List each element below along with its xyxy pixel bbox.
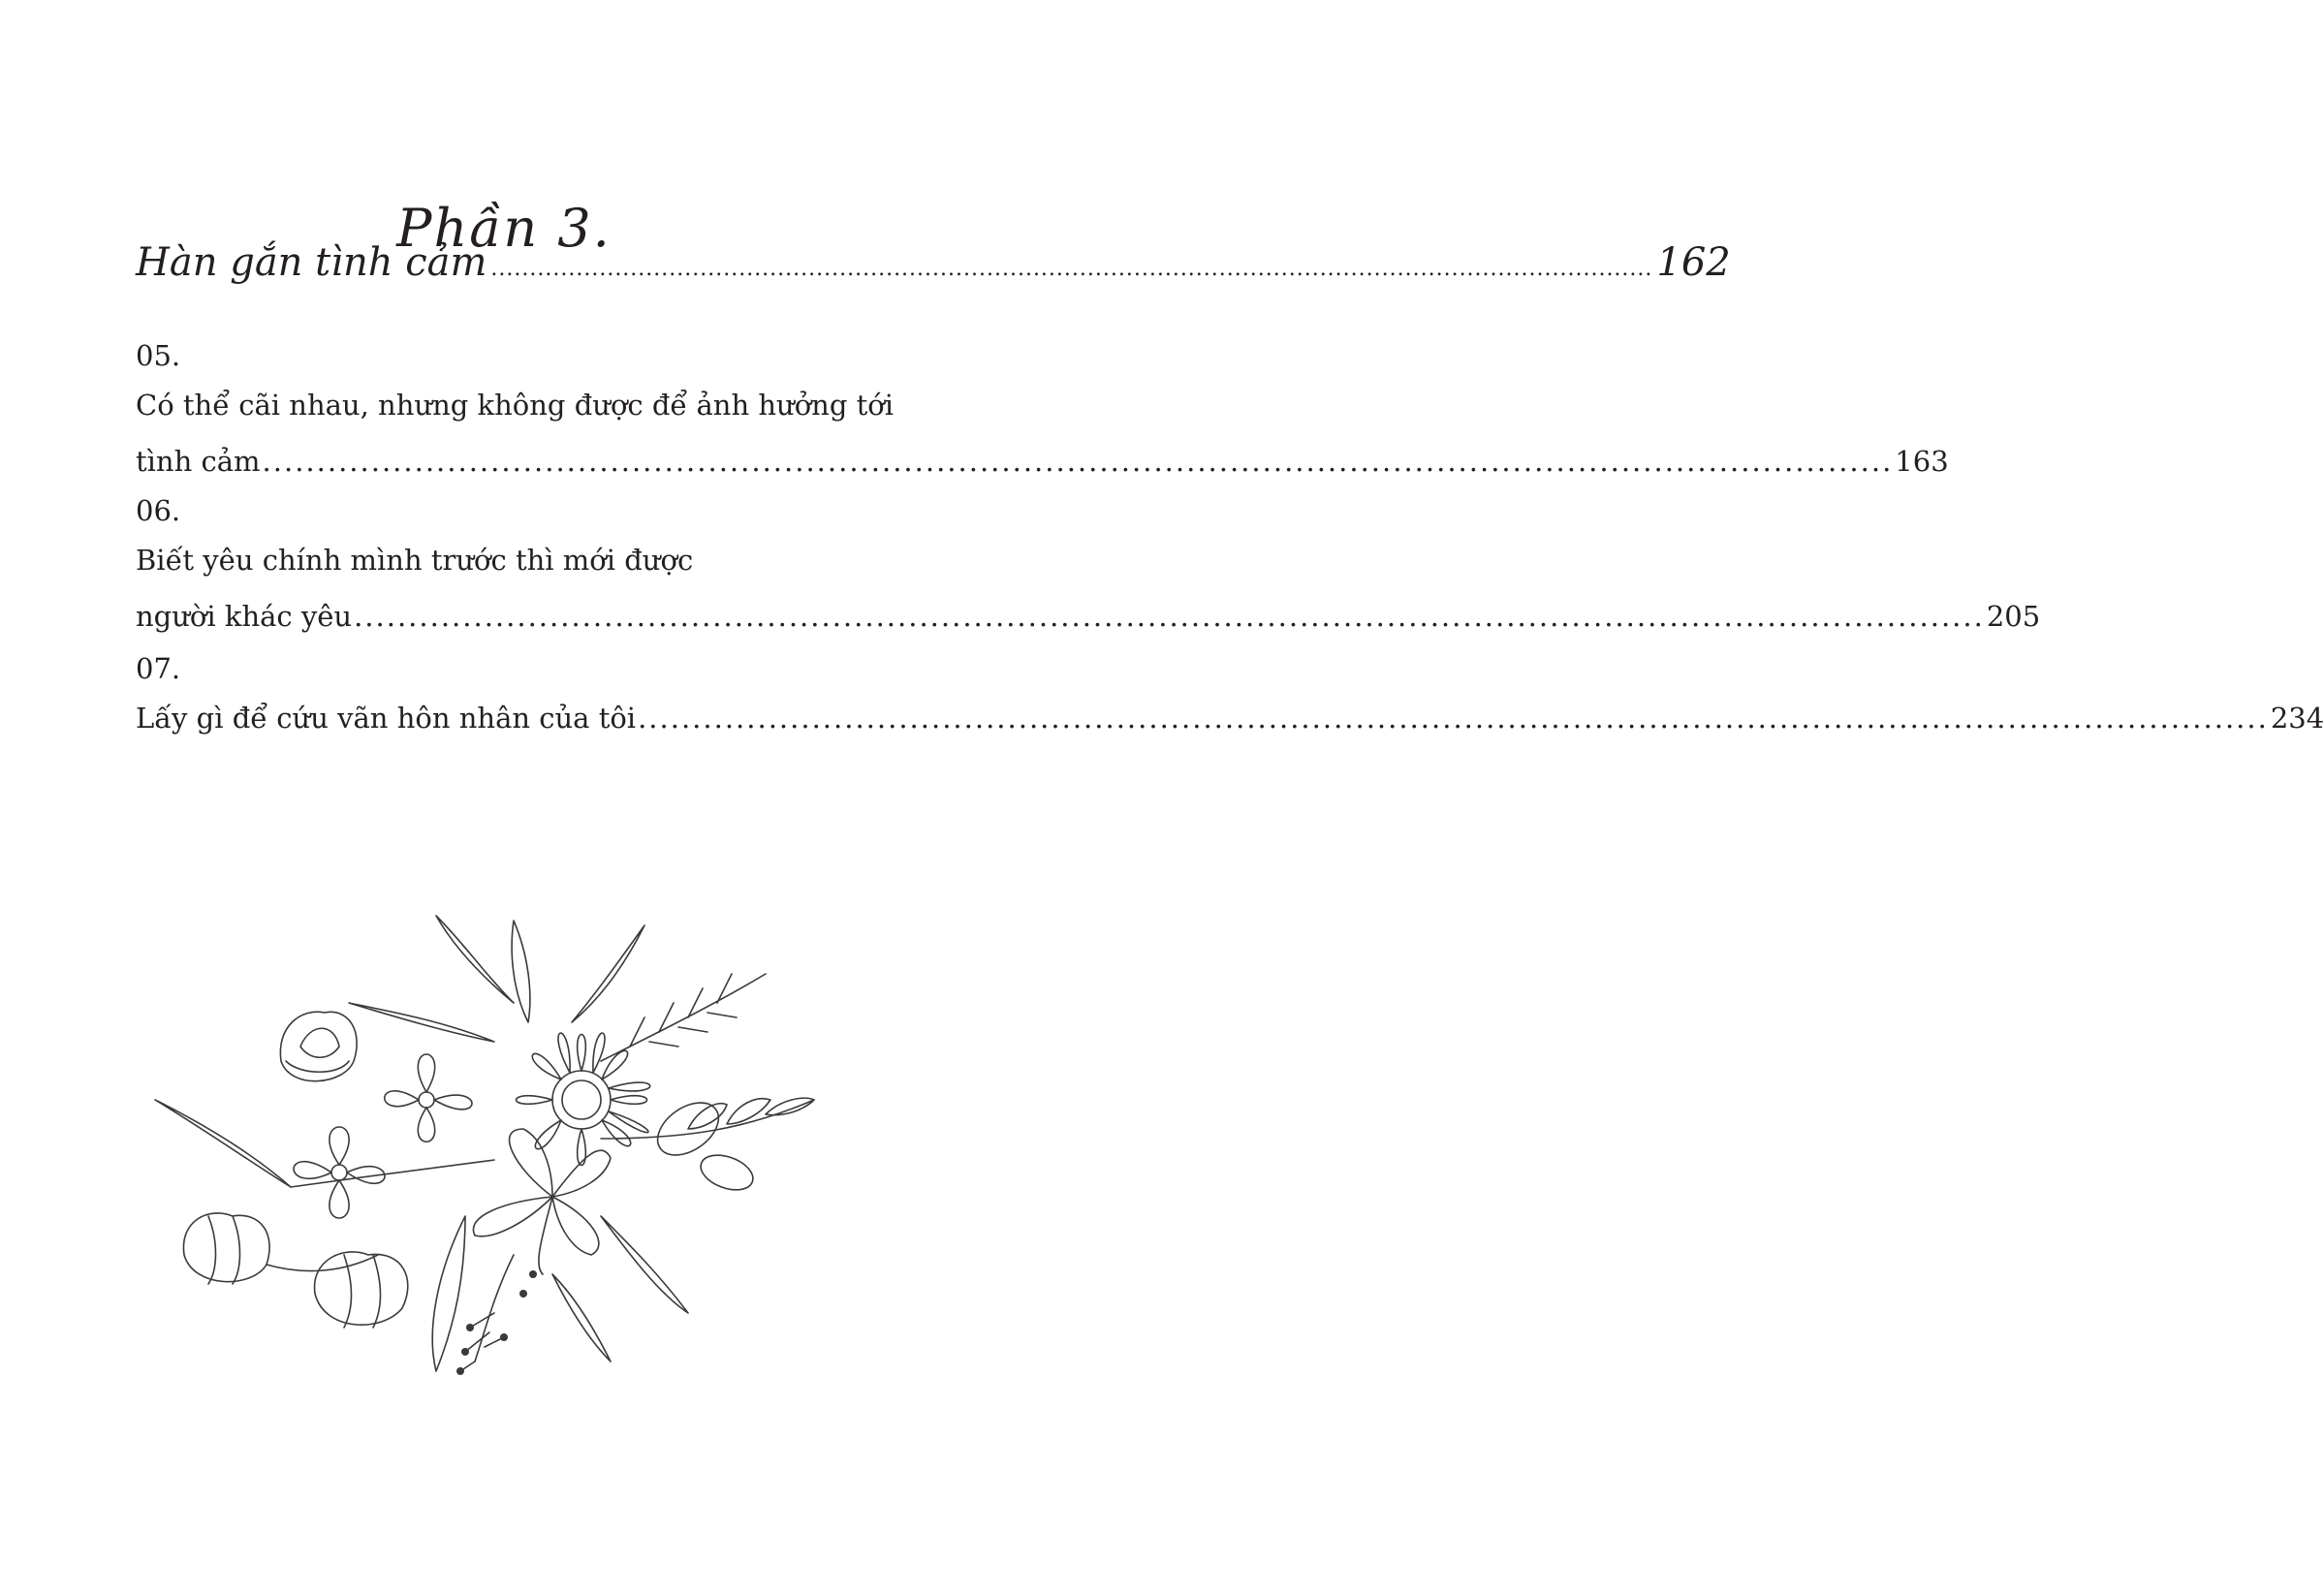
chapter-title-line [136,532,838,588]
part-toc-row[interactable] [136,240,1731,285]
dot-leader: ...................................................................................................................................................... [262,445,1894,478]
chapter-page-number: 205 [1986,600,2041,633]
chapter-number: 05. [136,339,181,372]
chapter-page-number: 234 [2270,702,2324,735]
chapter-title: Lấy gì để cứu vãn hôn nhân của tôi [136,702,637,735]
chapter-number: 07. [136,652,181,685]
dot-leader: ...................................................................................................................................................... [490,257,1653,281]
toc-entry-06[interactable] [136,489,2041,644]
toc-entry-05[interactable] [136,334,1949,489]
part-subtitle: Hàn gắn tình cảm [136,240,487,285]
chapter-page-number: 163 [1895,445,1949,478]
chapter-title: Có thể cãi nhau, nhưng không được để ảnh hưởng tới [136,389,895,422]
chapter-title-line [136,690,2324,746]
chapter-title-line [136,433,1949,489]
dot-leader: ...................................................................................................................................................... [354,600,1985,633]
floral-bouquet-art [145,906,824,1565]
toc-entry-07[interactable] [136,647,2324,746]
chapter-title-line [136,588,2041,644]
chapter-title-line [136,377,895,433]
chapter-title-cont: người khác yêu [136,600,353,633]
part-title: Phần 3. [396,198,612,260]
chapter-title: Biết yêu chính mình trước thì mới được [136,544,694,577]
part-page-number: 162 [1656,240,1731,285]
dot-leader: ...................................................................................................................................................... [638,702,2269,735]
chapter-number: 06. [136,494,181,527]
chapter-title-cont: tình cảm [136,445,261,478]
